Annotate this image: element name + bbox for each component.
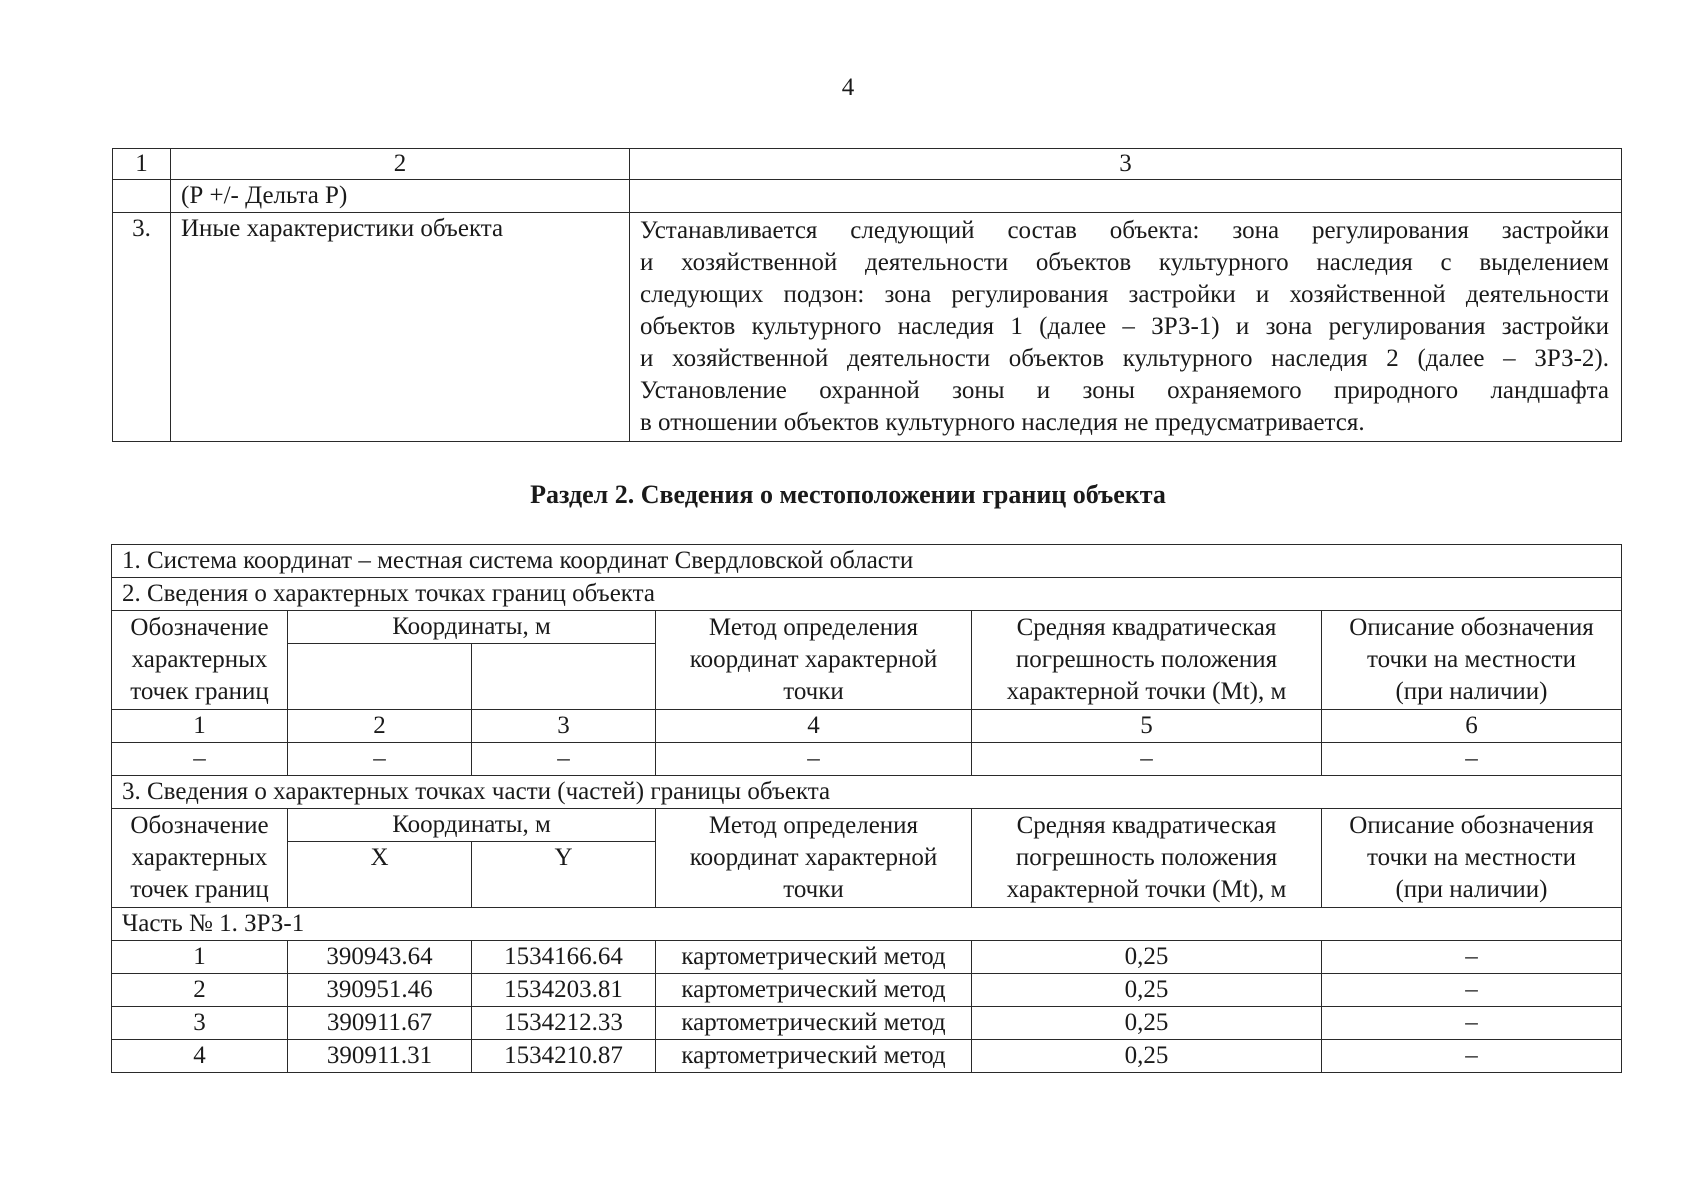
header-line: Описание обозначения [1349,812,1594,839]
coord-y: 1534210.87 [472,1040,656,1073]
mt-cell: 0,25 [972,1040,1322,1073]
coord-x: 390951.46 [288,974,472,1007]
table-row [112,941,1622,974]
coord-x: 390911.67 [288,1007,472,1040]
table-header-row [113,149,1622,180]
designation-header [112,809,288,908]
points-title: 2. Сведения о характерных точках границ объекта [112,578,1622,611]
table-row [113,213,1622,442]
table-row [113,180,1622,213]
coord-y: 1534166.64 [472,941,656,974]
description-line: Установление охранной зоны и зоны охраняемого природного ландшафта [640,377,1609,404]
mt-cell: 0,25 [972,941,1322,974]
coords-header: Координаты, м [288,809,656,842]
header-line: Обозначение [130,614,269,641]
header-line: Средняя квадратическая [1016,812,1277,839]
coord-system: 1. Система координат – местная система координат Свердловской области [112,545,1622,578]
coord-x: 390943.64 [288,941,472,974]
method-header [656,809,972,908]
coords-header: Координаты, м [288,611,656,644]
designation-header [112,611,288,710]
column-number: 4 [656,710,972,743]
coord-x: 390911.31 [288,1040,472,1073]
dash-row [112,743,1622,776]
method-cell: картометрический метод [656,974,972,1007]
table-row [112,1007,1622,1040]
y-header-empty [472,644,656,710]
column-number: 6 [1322,710,1622,743]
continuation-text: (Р +/- Дельта Р) [171,180,630,213]
description-line: следующих подзон: зона регулирования застройки и хозяйственной деятельности [640,281,1609,308]
description-line: и хозяйственной деятельности объектов культурного наследия с выделением [640,249,1609,276]
header-line: погрешность положения [1015,844,1278,871]
table-header-row [112,809,1622,842]
header-line: Описание обозначения [1349,614,1594,641]
desc-cell: – [1322,941,1622,974]
table-cell [630,180,1622,213]
desc-cell: – [1322,1007,1622,1040]
description-line: и хозяйственной деятельности объектов культурного наследия 2 (далее – ЗРЗ-2). [640,345,1609,372]
desc-cell: – [1322,974,1622,1007]
header-cell: 2 [171,149,630,180]
header-cell: 1 [113,149,171,180]
table-row [112,1040,1622,1073]
mt-cell: 0,25 [972,974,1322,1007]
table-cell [113,180,171,213]
table-row [112,545,1622,578]
table-row [112,776,1622,809]
header-line: координат характерной [689,844,938,871]
description-line: объектов культурного наследия 1 (далее – ЗРЗ-1) и зона регулирования застройки [640,313,1609,340]
column-numbers-row [112,710,1622,743]
header-line: координат характерной [689,646,938,673]
row-description [630,213,1622,442]
header-line: Метод определения [708,812,919,839]
point-number: 1 [112,941,288,974]
dash-cell: – [656,743,972,776]
dash-cell: – [472,743,656,776]
characteristics-table [112,148,1622,442]
method-cell: картометрический метод [656,1040,972,1073]
row-number: 3. [113,213,171,442]
section-title: Раздел 2. Сведения о местоположении границ объекта [530,480,1166,509]
part-label: Часть № 1. ЗРЗ-1 [112,908,1622,941]
point-number: 3 [112,1007,288,1040]
coord-y: 1534203.81 [472,974,656,1007]
header-line: характерных [131,646,268,673]
column-number: 5 [972,710,1322,743]
desc-cell: – [1322,1040,1622,1073]
header-line: точки на местности [1367,844,1576,871]
table-row [112,974,1622,1007]
mt-cell: 0,25 [972,1007,1322,1040]
parts-title: 3. Сведения о характерных точках части (частей) границы объекта [112,776,1622,809]
point-number: 4 [112,1040,288,1073]
x-header: X [288,842,472,908]
description-header [1322,611,1622,710]
description-line: в отношении объектов культурного наследия не предусматривается. [640,409,1365,436]
dash-cell: – [288,743,472,776]
coord-y: 1534212.33 [472,1007,656,1040]
dash-cell: – [112,743,288,776]
y-header: Y [472,842,656,908]
table-row [112,908,1622,941]
header-line: Средняя квадратическая [1016,614,1277,641]
dash-cell: – [972,743,1322,776]
header-line: (при наличии) [1395,876,1548,903]
header-line: Метод определения [708,614,919,641]
header-line: точек границ [130,678,269,705]
method-cell: картометрический метод [656,1007,972,1040]
table-row [112,578,1622,611]
header-line: (при наличии) [1395,678,1548,705]
header-line: точки на местности [1367,646,1576,673]
header-line: точек границ [130,876,269,903]
header-line: погрешность положения [1015,646,1278,673]
header-line: точки [783,678,844,705]
page-number: 4 [841,74,855,101]
boundary-points-table [111,544,1622,1073]
header-line: характерной точки (Mt), м [1006,678,1287,705]
header-line: характерных [131,844,268,871]
table-header-row [112,611,1622,644]
column-number: 2 [288,710,472,743]
column-number: 1 [112,710,288,743]
point-number: 2 [112,974,288,1007]
x-header-empty [288,644,472,710]
header-cell: 3 [630,149,1622,180]
header-line: точки [783,876,844,903]
error-header [972,611,1322,710]
error-header [972,809,1322,908]
row-name: Иные характеристики объекта [171,213,630,442]
header-line: характерной точки (Mt), м [1006,876,1287,903]
method-header [656,611,972,710]
method-cell: картометрический метод [656,941,972,974]
header-line: Обозначение [130,812,269,839]
description-header [1322,809,1622,908]
description-line: Устанавливается следующий состав объекта: зона регулирования застройки [640,217,1609,244]
dash-cell: – [1322,743,1622,776]
column-number: 3 [472,710,656,743]
